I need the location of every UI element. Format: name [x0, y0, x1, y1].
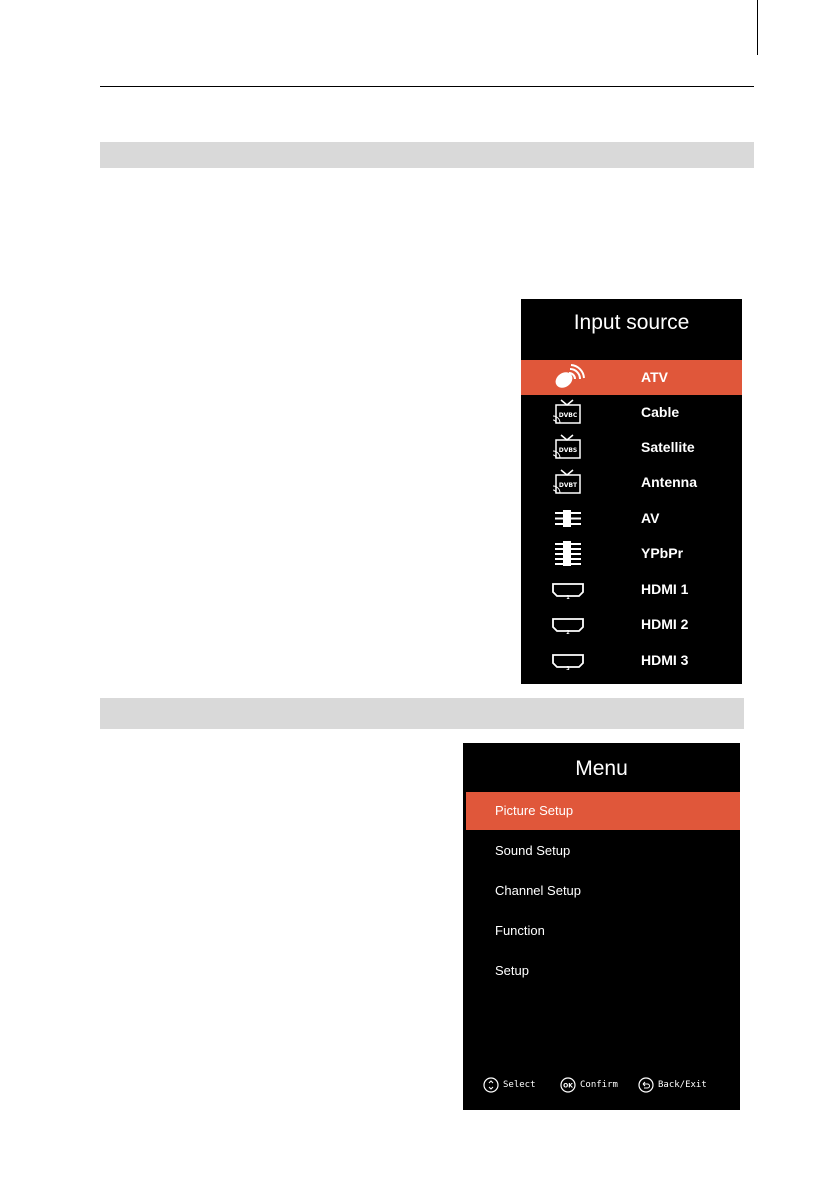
svg-text:DVBS: DVBS [558, 447, 578, 454]
satellite-dish-icon [551, 364, 585, 391]
source-item-label: ATV [641, 369, 668, 385]
menu-title: Menu [575, 757, 628, 780]
source-item-label: Antenna [641, 474, 697, 490]
tv-dvbc-icon [551, 399, 585, 426]
hdmi-port-icon [551, 647, 585, 674]
source-item-label: Satellite [641, 439, 695, 455]
footer-hint-label: Select [503, 1080, 536, 1090]
svg-text:DVBT: DVBT [558, 482, 578, 489]
menu-item-picture-setup[interactable] [466, 792, 740, 830]
input-source-panel [521, 299, 742, 684]
menu-item-label: Picture Setup [495, 803, 574, 818]
source-item-label: Cable [641, 404, 680, 420]
source-item-label: YPbPr [641, 545, 684, 561]
source-item-ypbpr[interactable] [521, 536, 742, 571]
svg-text:3: 3 [566, 666, 570, 672]
section-heading-bar [100, 698, 744, 729]
section-heading-bar [100, 142, 754, 168]
svg-text:1: 1 [566, 595, 570, 601]
source-item-hdmi-3[interactable] [521, 643, 742, 678]
menu-item-sound-setup[interactable] [466, 832, 740, 870]
menu-item-function[interactable] [466, 912, 740, 950]
av-connector-icon [551, 505, 585, 532]
source-item-label: AV [641, 510, 660, 526]
tv-dvbs-icon [551, 434, 585, 461]
source-item-satellite[interactable] [521, 430, 742, 465]
source-item-atv[interactable] [521, 360, 742, 395]
tv-dvbt-icon [551, 469, 585, 496]
svg-text:2: 2 [566, 630, 570, 636]
source-item-cable[interactable] [521, 395, 742, 430]
source-item-label: HDMI 1 [641, 581, 689, 597]
footer-hint-label: Confirm [580, 1080, 618, 1090]
source-item-av[interactable] [521, 501, 742, 536]
crop-mark [757, 0, 758, 55]
source-item-hdmi-1[interactable] [521, 572, 742, 607]
header-rule [100, 86, 754, 87]
main-menu-panel [463, 743, 740, 1110]
svg-text:OK: OK [563, 1082, 573, 1090]
updown-icon [483, 1077, 499, 1093]
hdmi-port-icon [551, 576, 585, 603]
input-source-title: Input source [573, 311, 690, 334]
ypbpr-connector-icon [551, 540, 585, 567]
menu-item-label: Channel Setup [495, 883, 582, 898]
hdmi-port-icon [551, 611, 585, 638]
menu-item-label: Setup [495, 963, 529, 978]
source-item-hdmi-2[interactable] [521, 607, 742, 642]
menu-item-label: Sound Setup [495, 843, 571, 858]
ok-icon [560, 1077, 576, 1093]
source-item-label: HDMI 2 [641, 616, 689, 632]
back-icon [638, 1077, 654, 1093]
source-item-label: HDMI 3 [641, 652, 689, 668]
source-item-antenna[interactable] [521, 465, 742, 500]
menu-item-setup[interactable] [466, 952, 740, 990]
svg-text:DVBC: DVBC [558, 412, 578, 419]
footer-hint-label: Back/Exit [658, 1080, 707, 1090]
menu-item-label: Function [495, 923, 545, 938]
menu-item-channel-setup[interactable] [466, 872, 740, 910]
